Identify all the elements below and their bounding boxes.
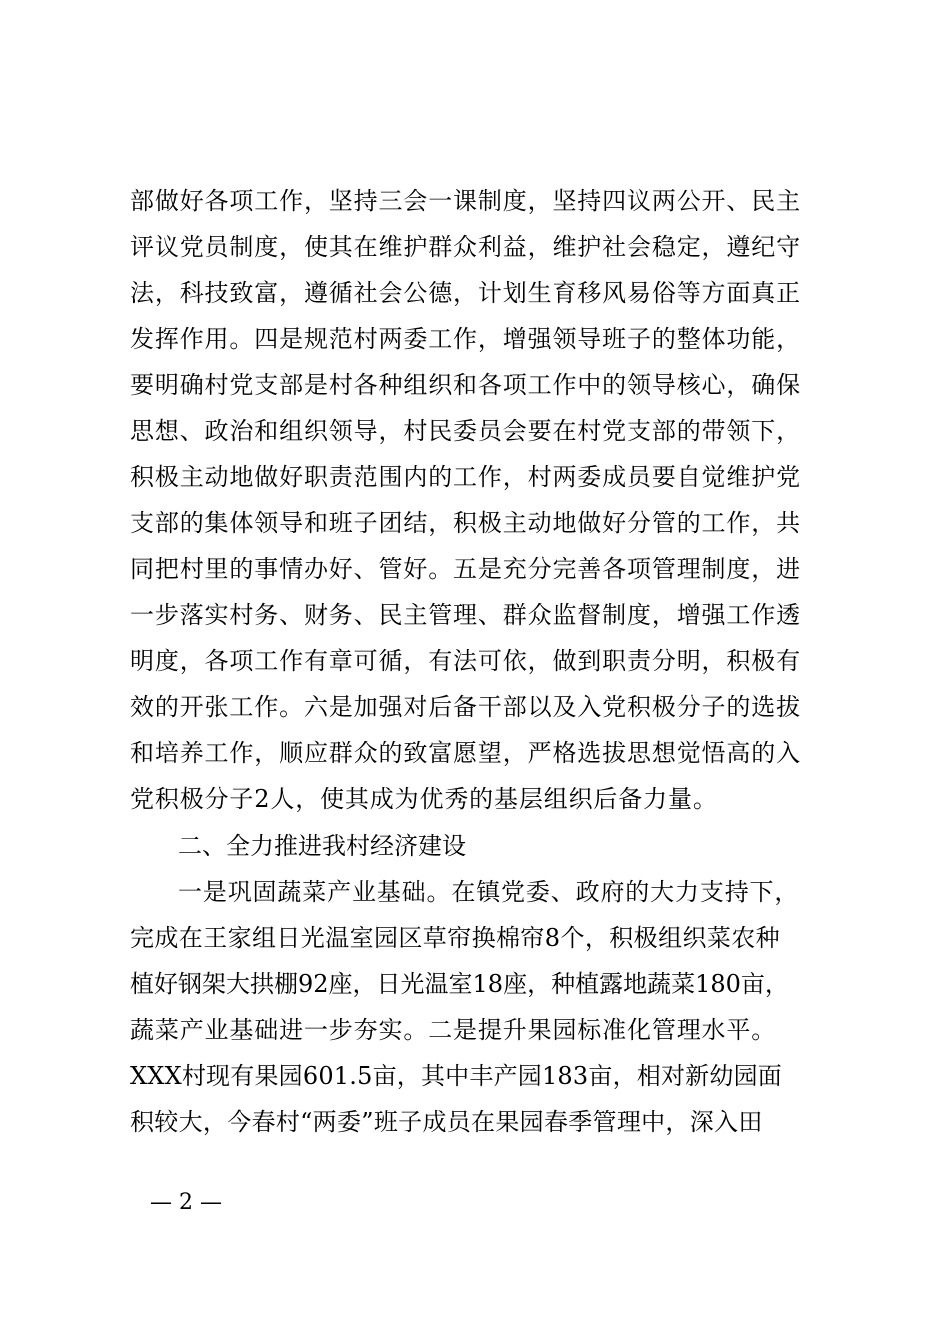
paragraph-line: 积极主动地做好职责范围内的工作，村两委成员要自觉维护党 xyxy=(130,463,801,491)
paragraph-line: 植好钢架大拱棚92座，日光温室18座，种植露地蔬菜180亩， xyxy=(130,970,789,998)
paragraph-line: XXX村现有果园601.5亩，其中丰产园183亩，相对新幼园面 xyxy=(130,1062,782,1090)
paragraph-line: 和培养工作，顺应群众的致富愿望，严格选拔思想觉悟高的入 xyxy=(130,739,801,767)
paragraph-line: 要明确村党支部是村各种组织和各项工作中的领导核心，确保 xyxy=(130,371,801,399)
paragraph-line: 同把村里的事情办好、管好。五是充分完善各项管理制度，进 xyxy=(130,555,801,583)
paragraph-line: 一是巩固蔬菜产业基础。在镇党委、政府的大力支持下， xyxy=(178,878,800,906)
paragraph-line: 完成在王家组日光温室园区草帘换棉帘8个，积极组织菜农种 xyxy=(130,924,781,952)
paragraph-line: 发挥作用。四是规范村两委工作，增强领导班子的整体功能， xyxy=(130,325,801,353)
paragraph-line: 思想、政治和组织领导，村民委员会要在村党支部的带领下， xyxy=(130,417,801,445)
section-heading: 二、全力推进我村经济建设 xyxy=(178,832,466,860)
paragraph-line: 党积极分子2人，使其成为优秀的基层组织后备力量。 xyxy=(130,785,718,813)
paragraph-line: 蔬菜产业基础进一步夯实。二是提升果园标准化管理水平。 xyxy=(130,1016,777,1044)
paragraph-line: 评议党员制度，使其在维护群众利益，维护社会稳定，遵纪守 xyxy=(130,233,801,261)
paragraph-line: 一步落实村务、财务、民主管理、群众监督制度，增强工作透 xyxy=(130,601,801,629)
paragraph-line: 明度，各项工作有章可循，有法可依，做到职责分明，积极有 xyxy=(130,647,801,675)
paragraph-line: 部做好各项工作，坚持三会一课制度，坚持四议两公开、民主 xyxy=(130,187,801,215)
page-number: — 2 — xyxy=(150,1190,222,1215)
paragraph-line: 法，科技致富，遵循社会公德，计划生育移风易俗等方面真正 xyxy=(130,279,801,307)
paragraph-line: 积较大，今春村“两委”班子成员在果园春季管理中，深入田 xyxy=(130,1108,763,1136)
paragraph-line: 支部的集体领导和班子团结，积极主动地做好分管的工作，共 xyxy=(130,509,801,537)
paragraph-line: 效的开张工作。六是加强对后备干部以及入党积极分子的选拔 xyxy=(130,693,801,721)
